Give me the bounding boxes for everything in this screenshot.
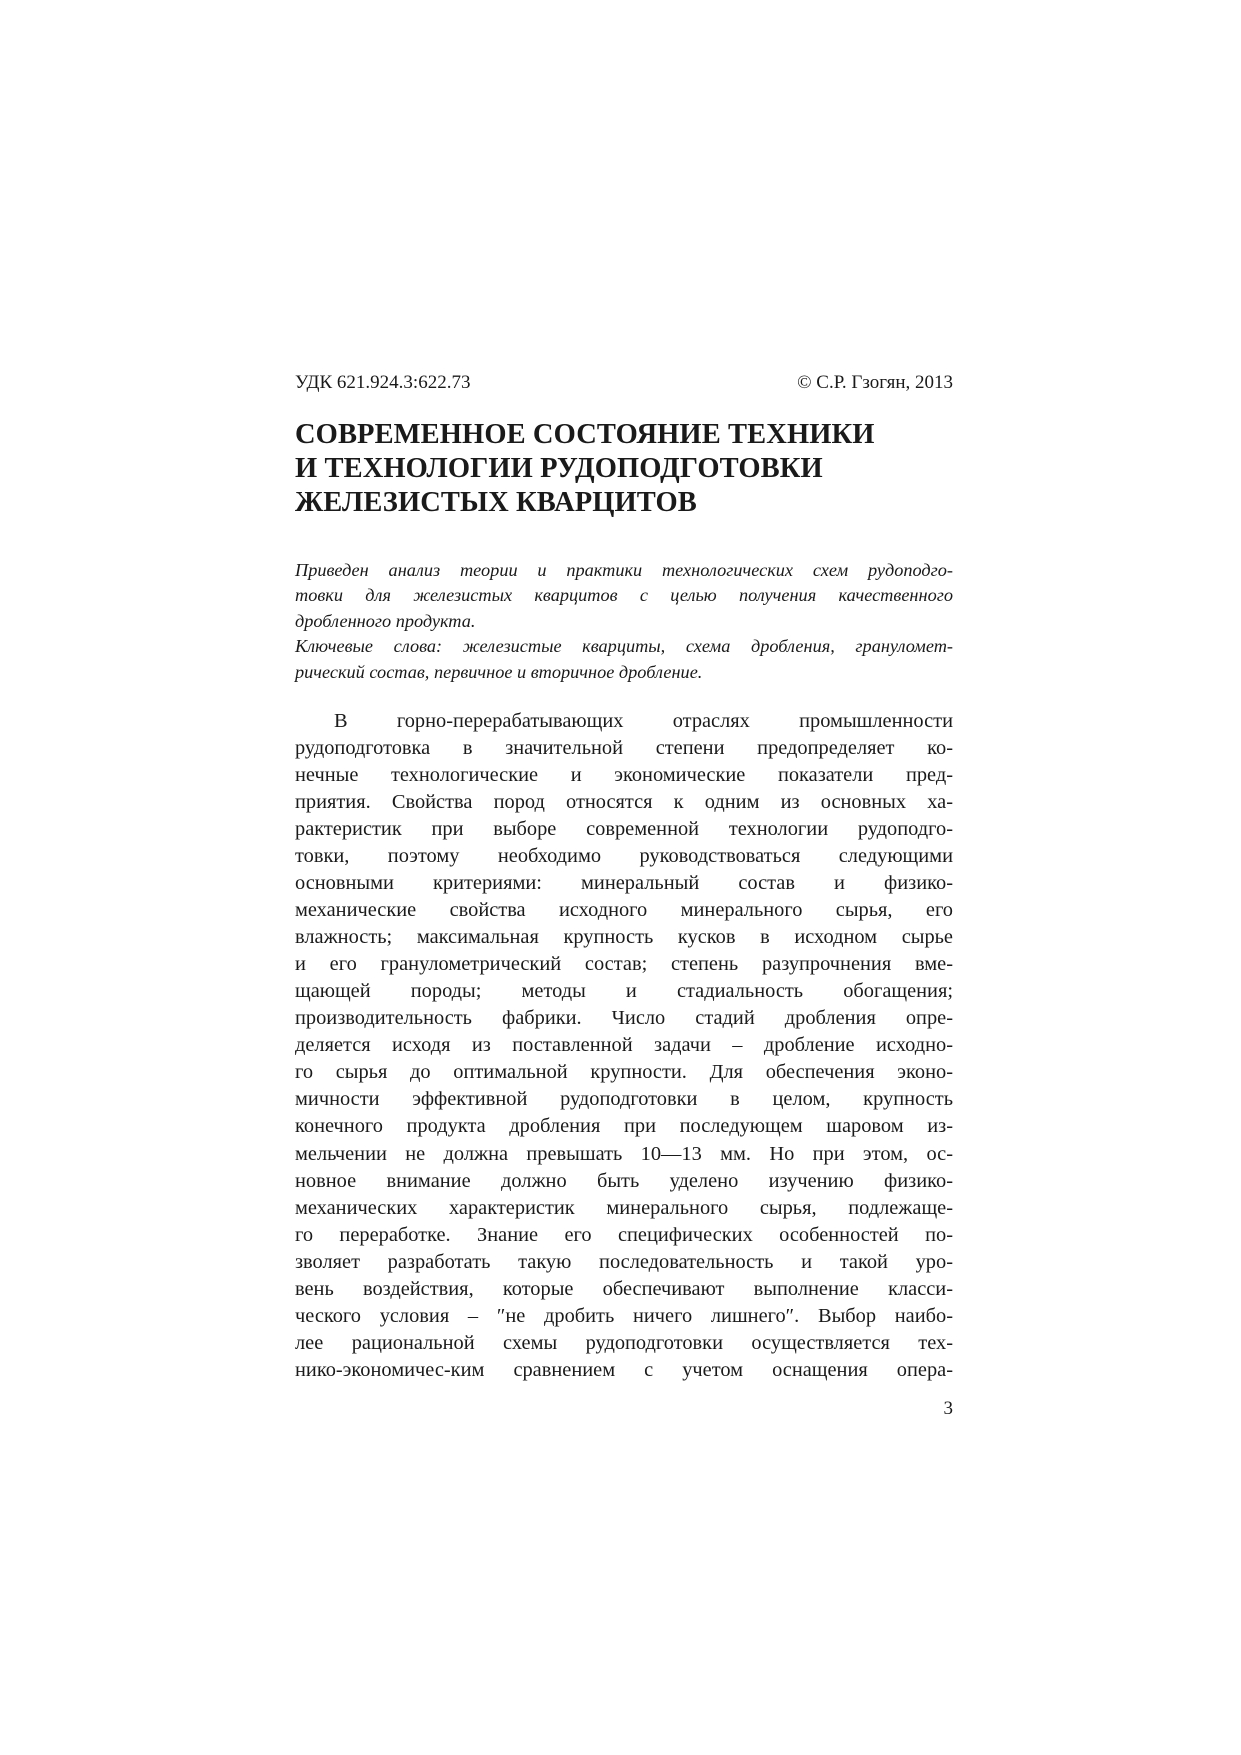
page-number: 3 (943, 1398, 953, 1419)
body-line: го переработке. Знание его специфических особенностей по- (295, 1223, 953, 1246)
body-paragraph (295, 708, 953, 1384)
body-line: В горно-перерабатывающих отраслях промышленности (334, 710, 953, 732)
body-line: основными критериями: минеральный состав и физико- (295, 872, 953, 895)
udk-code: УДК 621.924.3:622.73 (295, 372, 471, 393)
body-line: влажность; максимальная крупность кусков в исходном сырье (295, 926, 953, 949)
body-line: мельчении не должна превышать 10—13 мм. Но при этом, ос- (295, 1142, 953, 1165)
title-line: ЖЕЛЕЗИСТЫХ КВАРЦИТОВ (295, 487, 697, 518)
body-line: го сырья до оптимальной крупности. Для обеспечения эконо- (295, 1061, 953, 1084)
body-line: товки, поэтому необходимо руководствоваться следующими (295, 845, 953, 868)
body-line: приятия. Свойства пород относятся к одним из основных ха- (295, 791, 953, 814)
abstract (295, 558, 953, 685)
body-line: и его гранулометрический состав; степень разупрочнения вме- (295, 953, 953, 976)
body-line: рудоподготовка в значительной степени предопределяет ко- (295, 737, 953, 760)
keywords-line: рический состав, первичное и вторичное дробление. (295, 661, 703, 682)
body-line: ческого условия – ″не дробить ничего лишнего″. Выбор наибо- (295, 1304, 953, 1327)
body-line: щающей породы; методы и стадиальность обогащения; (295, 980, 953, 1003)
body-line: производительность фабрики. Число стадий дробления опре- (295, 1007, 953, 1030)
body-line: мичности эффективной рудоподготовки в целом, крупность (295, 1088, 953, 1111)
title-line: СОВРЕМЕННОЕ СОСТОЯНИЕ ТЕХНИКИ (295, 419, 875, 450)
body-line: конечного продукта дробления при последующем шаровом из- (295, 1115, 953, 1138)
abstract-line: товки для железистых кварцитов с целью получения качественного (295, 585, 953, 606)
body-line: зволяет разработать такую последовательность и такой уро- (295, 1250, 953, 1273)
body-line: вень воздействия, которые обеспечивают выполнение класси- (295, 1277, 953, 1300)
body-line: деляется исходя из поставленной задачи – дробление исходно- (295, 1034, 953, 1057)
body-line: нико-экономичес-ким сравнением с учетом оснащения опера- (295, 1358, 953, 1381)
abstract-line: Приведен анализ теории и практики технологических схем рудоподго- (295, 560, 953, 580)
body-line: рактеристик при выборе современной технологии рудоподго- (295, 818, 953, 841)
body-line: механических характеристик минерального сырья, подлежаще- (295, 1196, 953, 1219)
body-line: механические свойства исходного минерального сырья, его (295, 899, 953, 922)
body-line: лее рациональной схемы рудоподготовки осуществляется тех- (295, 1331, 953, 1354)
header-row (295, 368, 953, 398)
body-line: нечные технологические и экономические показатели пред- (295, 764, 953, 787)
keywords-line: Ключевые слова: железистые кварциты, схема дробления, грануломет- (295, 636, 953, 657)
copyright-notice: © С.Р. Гзогян, 2013 (797, 372, 953, 393)
body-line: новное внимание должно быть уделено изучению физико- (295, 1169, 953, 1192)
article-title (295, 418, 953, 520)
abstract-line: дробленного продукта. (295, 610, 476, 631)
title-line: И ТЕХНОЛОГИИ РУДОПОДГОТОВКИ (295, 453, 823, 484)
